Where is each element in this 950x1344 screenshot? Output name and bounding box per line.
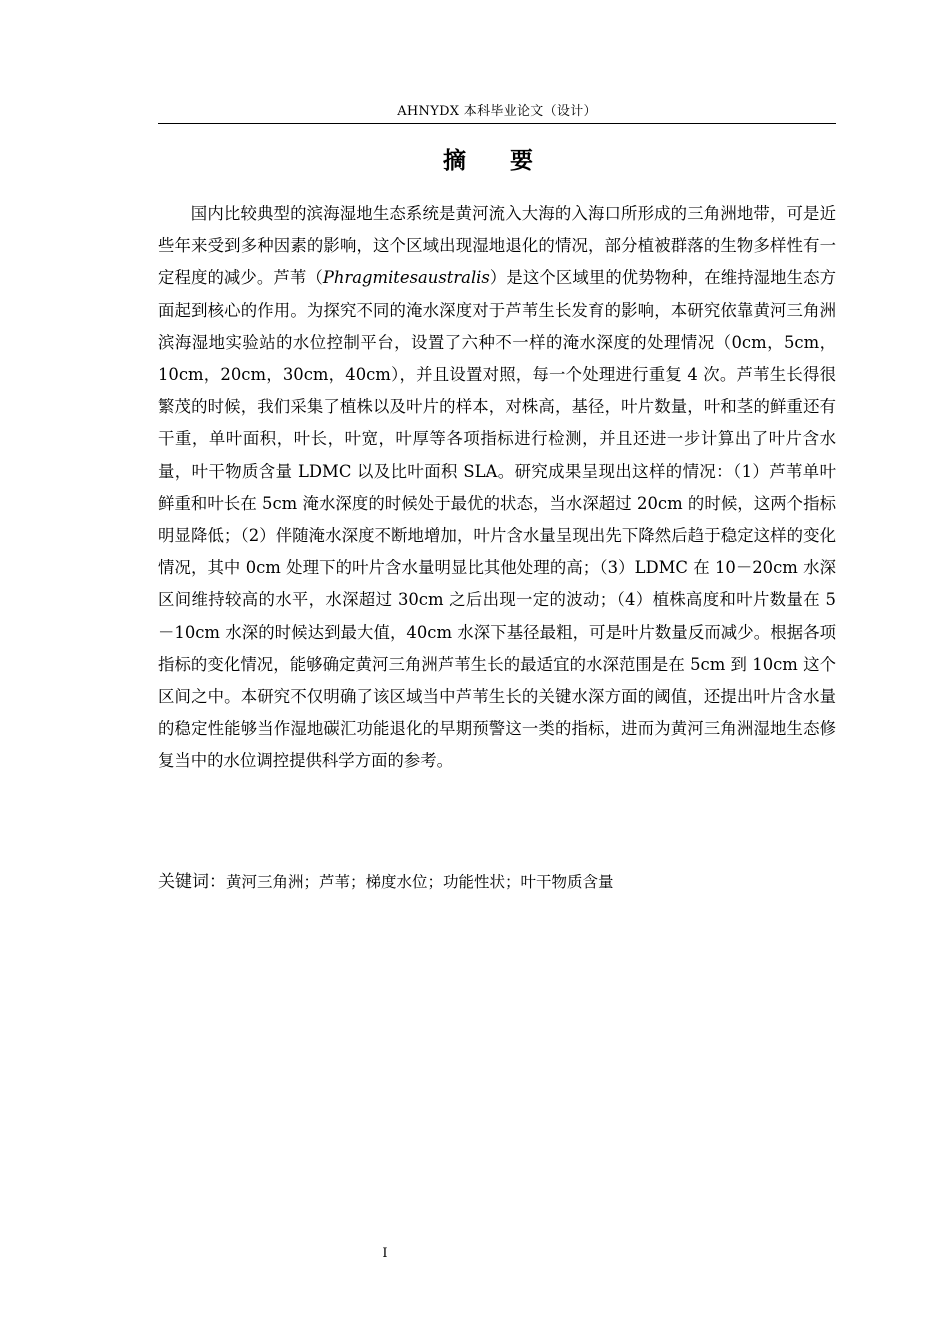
- header-rule: [158, 123, 836, 124]
- keywords-label: 关键词：: [158, 872, 226, 892]
- species-latin-name: Phragmitesaustralis: [322, 268, 490, 288]
- running-header: AHNYDX 本科毕业论文（设计）: [397, 104, 597, 119]
- abstract-title: 摘 要: [442, 148, 551, 174]
- keywords-line: [158, 870, 836, 894]
- abstract-text-part2: ）是这个区域里的优势物种，在维持湿地生态方面起到核心的作用。为探究不同的淹水深度对于芦苇生长发育的影响，本研究依靠黄河三角洲滨海湿地实验站的水位控制平台，设置了六种不一样的淹水深度的处理情况（0cm，5cm，10cm，20cm，30cm，40cm），并且设置对照，每一个处理进行重复 4 次。芦苇生长得很繁茂的时候，我们采集了植株以及叶片的样本，对株高，基径，叶片数量，叶和茎的鲜重还有干重，单叶面积，叶长，叶宽，叶厚等各项指标进行检测，并且还进一步计算出了叶片含水量，叶干物质含量 LDMC 以及比叶面积 SLA。研究成果呈现出这样的情况：（1）芦苇单叶鲜重和叶长在 5cm 淹水深度的时候处于最优的状态，当水深超过 20cm 的时候，这两个指标明显降低；（2）伴随淹水深度不断地增加，叶片含水量呈现出先下降然后趋于稳定这样的变化情况，其中 0cm 处理下的叶片含水量明显比其他处理的高；（3）LDMC 在 10－20cm 水深区间维持较高的水平，水深超过 30cm 之后出现一定的波动；（4）植株高度和叶片数量在 5－10cm 水深的时候达到最大值，40cm 水深下基径最粗，可是叶片数量反而减少。根据各项指标的变化情况，能够确定黄河三角洲芦苇生长的最适宜的水深范围是在 5cm 到 10cm 这个区间之中。本研究不仅明确了该区域当中芦苇生长的关键水深方面的阈值，还提出叶片含水量的稳定性能够当作湿地碳汇功能退化的早期预警这一类的指标，进而为黄河三角洲湿地生态修复当中的水位调控提供科学方面的参考。: [158, 268, 837, 771]
- keywords-text: 黄河三角洲；芦苇；梯度水位；功能性状；叶干物质含量: [226, 873, 614, 891]
- abstract-text-part1: 国内比较典型的滨海湿地生态系统是黄河流入大海的入海口所形成的三角洲地带，可是近些年来受到多种因素的影响，这个区域出现湿地退化的情况，部分植被群落的生物多样性有一定程度的减少。芦苇（: [158, 204, 836, 288]
- page-number: I: [382, 1246, 388, 1261]
- abstract-paragraph: [158, 198, 836, 778]
